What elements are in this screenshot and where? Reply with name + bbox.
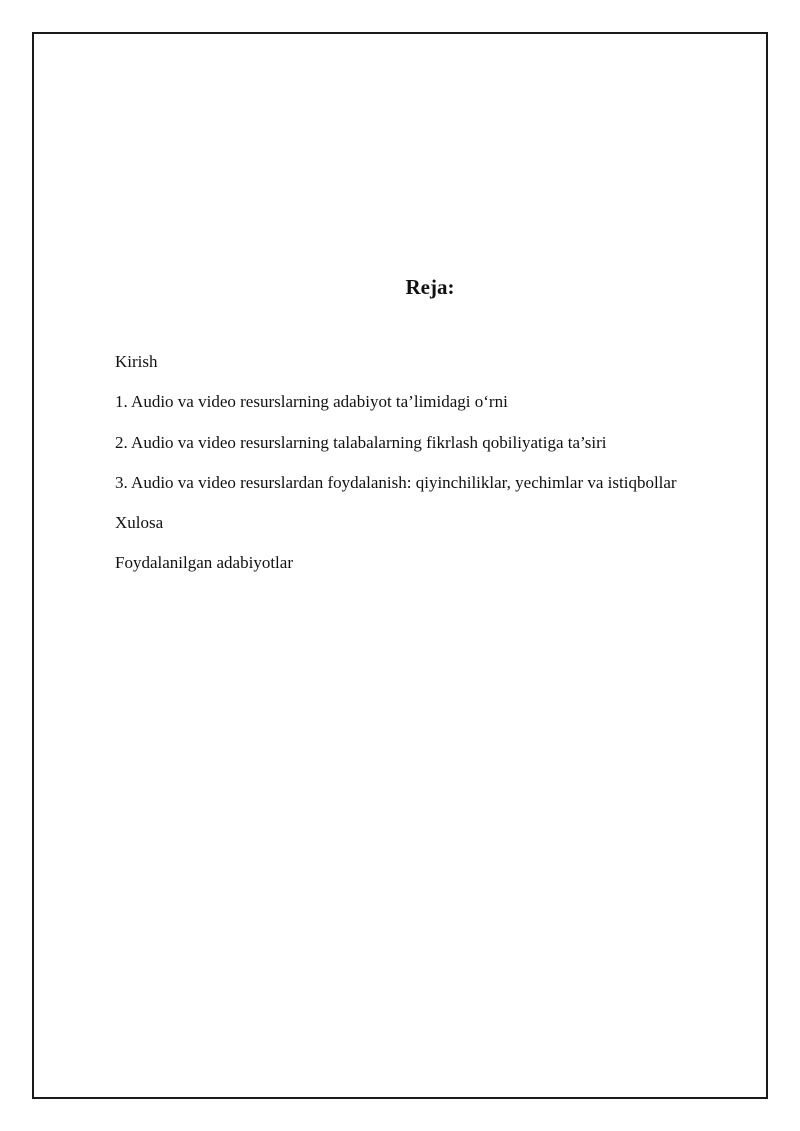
plan-item-3: 3. Audio va video resurslardan foydalanish: qiyinchiliklar, yechimlar va istiqbollar xyxy=(115,472,677,492)
plan-item-references: Foydalanilgan adabiyotlar xyxy=(115,553,293,573)
page-title: Reja: xyxy=(405,275,455,299)
plan-item-introduction: Kirish xyxy=(115,352,158,371)
plan-item-conclusion: Xulosa xyxy=(115,513,164,533)
plan-list xyxy=(115,350,677,592)
plan-item-1: 1. Audio va video resurslarning adabiyot ta’limidagi o‘rni xyxy=(115,392,508,412)
plan-item-2: 2. Audio va video resurslarning talabalarning fikrlash qobiliyatiga ta’siri xyxy=(115,432,607,452)
